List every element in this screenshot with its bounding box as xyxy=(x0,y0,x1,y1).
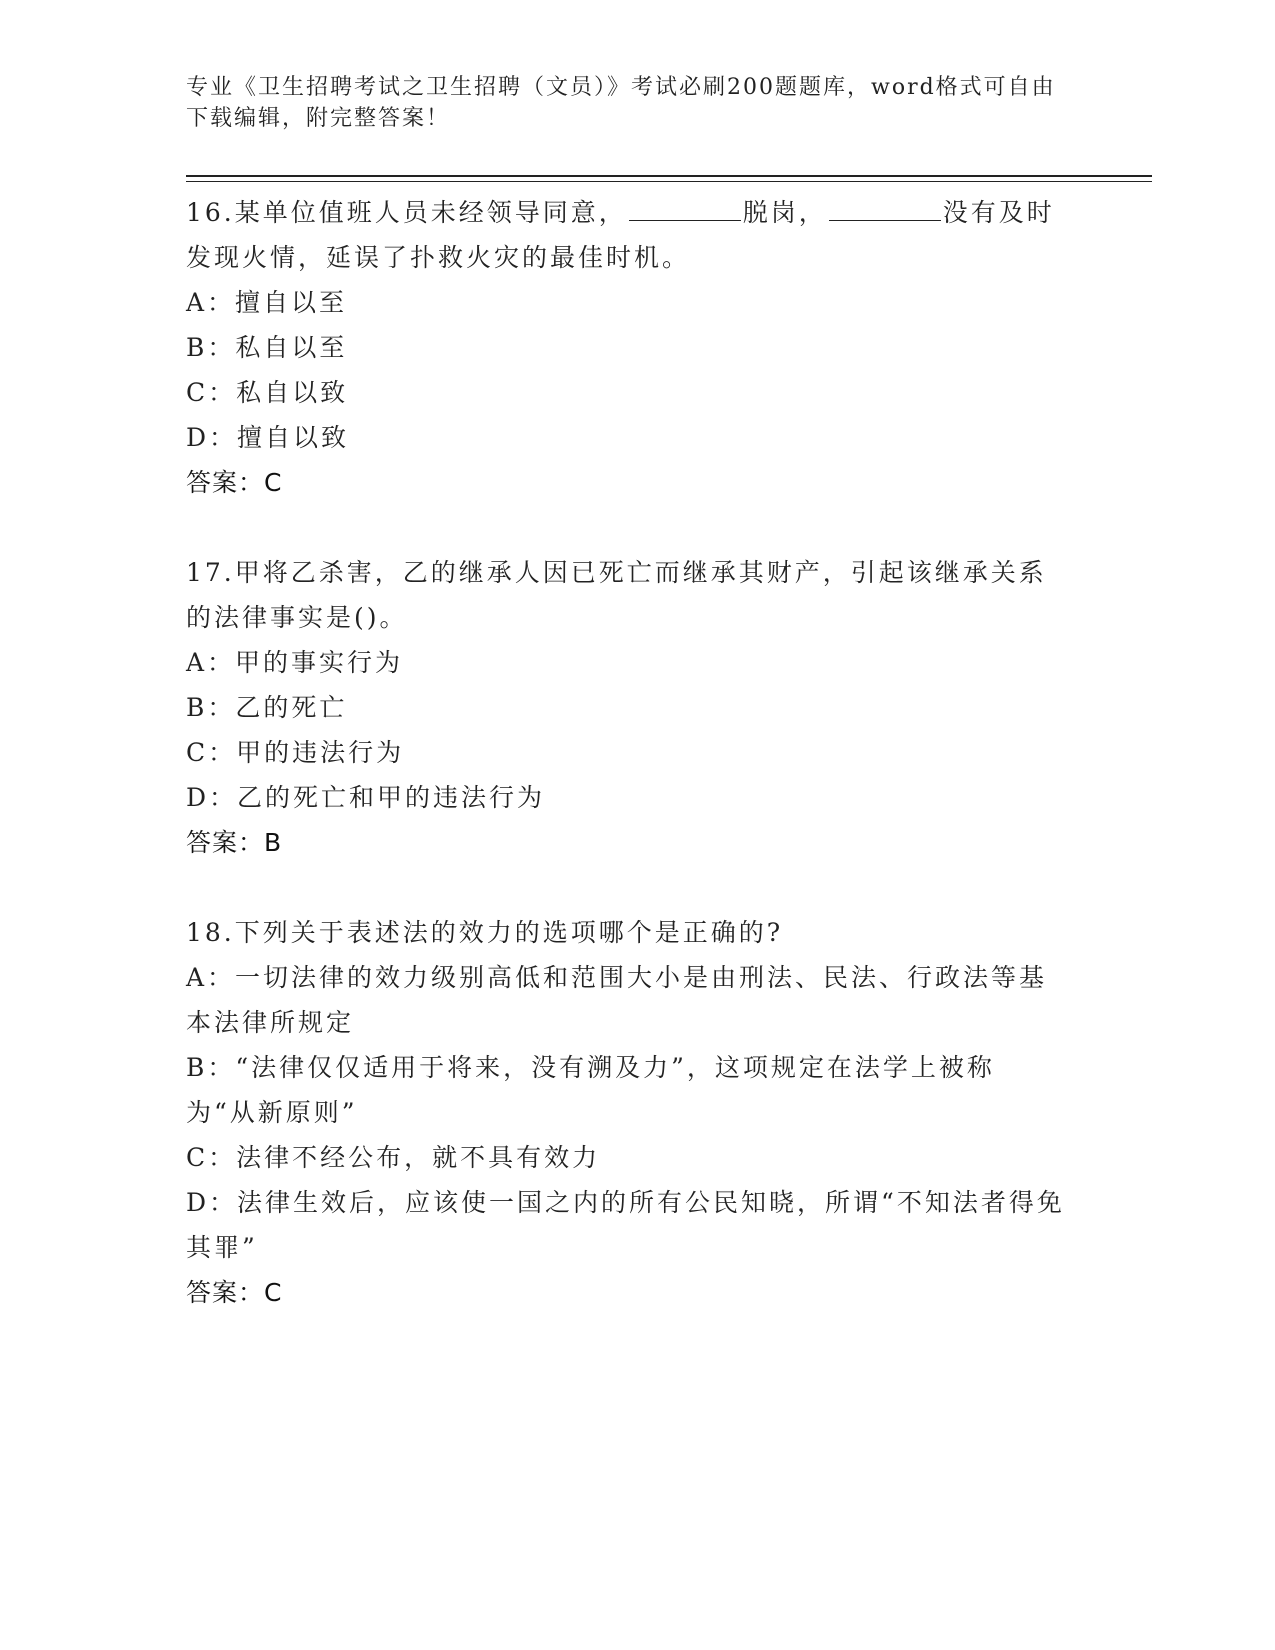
option-d: D：擅自以致 xyxy=(186,423,350,452)
option-a: A：一切法律的效力级别高低和范围大小是由刑法、民法、行政法等基本法律所规定 xyxy=(186,963,1048,1037)
header-divider-thin xyxy=(186,181,1152,182)
option-d: D：法律生效后，应该使一国之内的所有公民知晓，所谓“不知法者得免其罪” xyxy=(186,1188,1065,1262)
option-b: B：“法律仅仅适用于将来，没有溯及力”，这项规定在法学上被称为“从新原则” xyxy=(186,1053,995,1127)
fill-blank-2 xyxy=(829,196,941,221)
question-stem: 18.下列关于表述法的效力的选项哪个是正确的? xyxy=(186,918,784,947)
option-c: C：甲的违法行为 xyxy=(186,738,405,767)
question-18 xyxy=(186,910,1066,1315)
answer-label: 答案：B xyxy=(186,828,283,857)
stem-text-part2: 脱岗， xyxy=(742,198,827,227)
option-a: A：擅自以至 xyxy=(186,288,348,317)
option-b: B：乙的死亡 xyxy=(186,693,348,722)
stem-text-part1: 16.某单位值班人员未经领导同意， xyxy=(186,198,627,227)
question-list xyxy=(186,190,1066,1360)
option-a: A：甲的事实行为 xyxy=(186,648,404,677)
option-b: B：私自以至 xyxy=(186,333,348,362)
header-divider-thick xyxy=(186,175,1152,177)
answer-label: 答案：C xyxy=(186,1278,283,1307)
option-c: C：法律不经公布，就不具有效力 xyxy=(186,1143,601,1172)
question-stem: 17.甲将乙杀害，乙的继承人因已死亡而继承其财产，引起该继承关系的法律事实是()。 xyxy=(186,558,1047,632)
question-16 xyxy=(186,190,1066,505)
question-stem xyxy=(186,190,1066,280)
document-header: 专业《卫生招聘考试之卫生招聘（文员）》考试必刷200题题库，word格式可自由下载编辑，附完整答案！ xyxy=(186,75,1056,131)
fill-blank-1 xyxy=(629,196,741,221)
option-c: C：私自以致 xyxy=(186,378,349,407)
answer-label: 答案：C xyxy=(186,468,283,497)
stem-text-part3: 没有及时发现火情，延误了扑救火灾的最佳时机。 xyxy=(186,198,1055,272)
option-d: D：乙的死亡和甲的违法行为 xyxy=(186,783,546,812)
question-17 xyxy=(186,550,1066,865)
